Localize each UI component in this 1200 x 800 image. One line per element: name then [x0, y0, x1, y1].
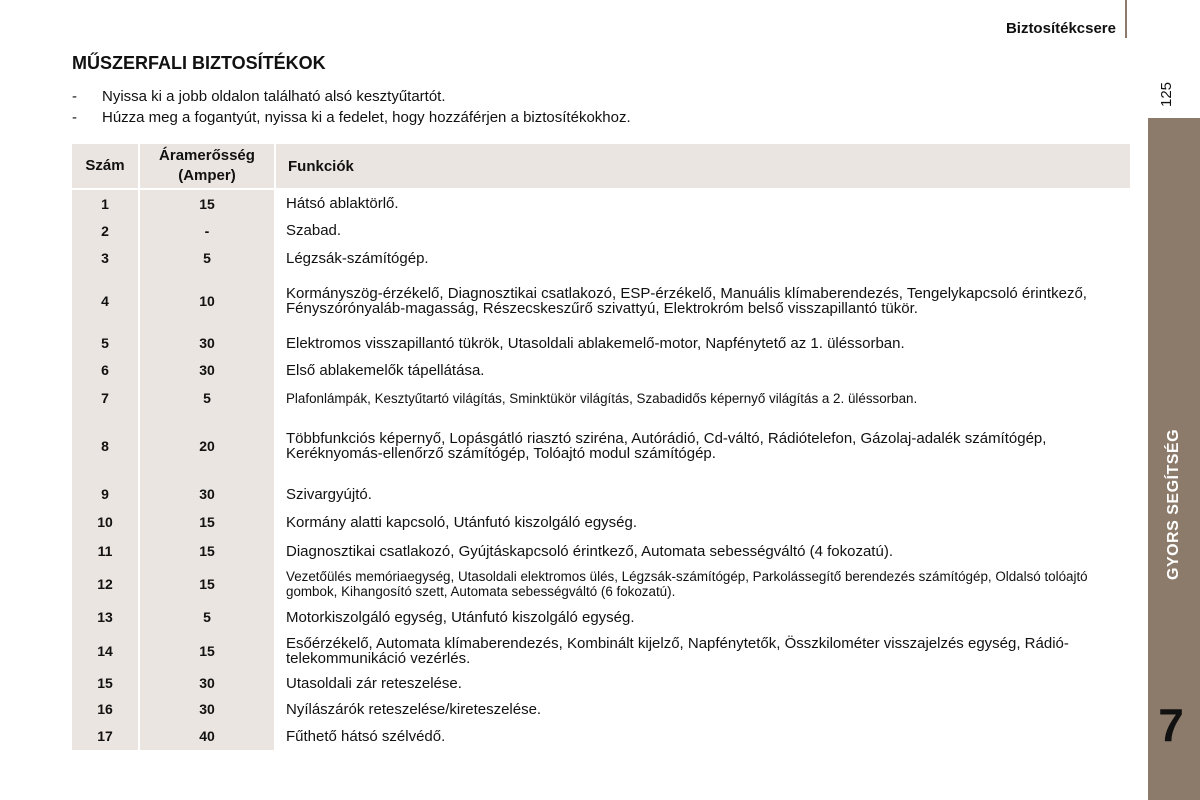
fuse-functions: Fűthető hátsó szélvédő.: [286, 727, 446, 745]
page-number: 125: [1158, 81, 1176, 108]
fuse-number: 7: [72, 384, 138, 412]
table-row: [72, 566, 1130, 602]
fuse-functions: Vezetőülés memóriaegység, Utasoldali elektromos ülés, Légzsák-számítógép, Parkolássegítő berendezés számítógép, Oldalsó tolóajtó gombok, Kihangosító szett, Automata sebességváltó (6 fokozatú).: [286, 569, 1088, 599]
column-header-amperage-line1: Áramerősség: [159, 147, 255, 164]
column-header-number: Szám: [72, 144, 138, 190]
fuse-amperage: 10: [138, 272, 276, 330]
fuse-amperage: 15: [138, 508, 276, 536]
fuse-amperage: -: [138, 217, 276, 244]
table-row: [72, 508, 1130, 536]
instruction-text: Húzza meg a fogantyút, nyissa ki a fedelet, hogy hozzáférjen a biztosítékokhoz.: [102, 109, 631, 126]
fuse-amperage: 5: [138, 602, 276, 632]
column-header-amperage-line2: (Amper): [178, 167, 236, 184]
table-row: [72, 190, 1130, 217]
fuse-functions: Elektromos visszapillantó tükrök, Utasoldali ablakemelő-motor, Napfénytető az 1. üléssorban.: [286, 334, 905, 352]
fuse-amperage: 5: [138, 244, 276, 272]
fuse-number: 14: [72, 632, 138, 670]
fuse-number: 4: [72, 272, 138, 330]
table-row: [72, 412, 1130, 480]
header-divider: [1125, 0, 1127, 38]
fuse-number: 3: [72, 244, 138, 272]
fuse-number: 5: [72, 330, 138, 356]
fuse-number: 9: [72, 480, 138, 508]
bullet-dash: -: [72, 109, 77, 126]
table-body: [72, 190, 1130, 750]
fuse-number: 17: [72, 722, 138, 750]
fuse-functions: Utasoldali zár reteszelése.: [286, 674, 462, 692]
bullet-dash: -: [72, 88, 77, 105]
instruction-text: Nyissa ki a jobb oldalon található alsó kesztyűtartót.: [102, 88, 446, 105]
fuse-number: 16: [72, 696, 138, 722]
header-row: [72, 144, 1130, 190]
table-row: [72, 696, 1130, 722]
fuse-amperage: 20: [138, 412, 276, 480]
fuse-amperage: 5: [138, 384, 276, 412]
table-row: [72, 384, 1130, 412]
fuse-amperage: 30: [138, 356, 276, 384]
fuse-amperage: 30: [138, 480, 276, 508]
table-row: [72, 536, 1130, 566]
instruction-list: [72, 86, 631, 128]
table-header: [72, 144, 1130, 190]
fuse-number: 6: [72, 356, 138, 384]
fuse-amperage: 30: [138, 330, 276, 356]
fuse-amperage: 15: [138, 190, 276, 217]
column-header-functions: Funkciók: [276, 144, 1130, 190]
table-row: [72, 217, 1130, 244]
table-row: [72, 480, 1130, 508]
fuse-table: [72, 144, 1130, 750]
fuse-functions: Diagnosztikai csatlakozó, Gyújtáskapcsoló érintkező, Automata sebességváltó (4 fokozatú).: [286, 542, 893, 560]
instruction-item: [72, 86, 631, 107]
fuse-number: 8: [72, 412, 138, 480]
fuse-functions: Nyílászárók reteszelése/kireteszelése.: [286, 700, 542, 718]
table-row: [72, 356, 1130, 384]
fuse-amperage: 30: [138, 696, 276, 722]
chapter-number: 7: [1158, 699, 1184, 751]
fuse-amperage: 15: [138, 566, 276, 602]
table-row: [72, 244, 1130, 272]
column-header-amperage: [138, 144, 276, 190]
fuse-amperage: 15: [138, 632, 276, 670]
fuse-number: 1: [72, 190, 138, 217]
table-row: [72, 722, 1130, 750]
fuse-functions: Szivargyújtó.: [286, 485, 372, 503]
chapter-tab-label: [1165, 534, 1183, 580]
fuse-functions: Motorkiszolgáló egység, Utánfutó kiszolgáló egység.: [286, 608, 635, 626]
fuse-functions: Kormány alatti kapcsoló, Utánfutó kiszolgáló egység.: [286, 513, 638, 531]
fuse-functions: Esőérzékelő, Automata klímaberendezés, Kombinált kijelző, Napfénytetők, Összkilométer visszajelzés egység, Rádió-telekommunikáció vezérlés.: [286, 635, 1069, 667]
table-row: [72, 670, 1130, 696]
fuse-number: 10: [72, 508, 138, 536]
fuse-functions: Többfunkciós képernyő, Lopásgátló riasztó sziréna, Autórádió, Cd-váltó, Rádiótelefon, Gázolaj-adalék számítógép, Keréknyomás-ellenőrző számítógép, Tolóajtó modul számítógép.: [286, 430, 1047, 462]
fuse-number: 15: [72, 670, 138, 696]
fuse-amperage: 40: [138, 722, 276, 750]
fuse-functions: Hátsó ablaktörlő.: [286, 195, 399, 212]
fuse-functions: Légzsák-számítógép.: [286, 249, 429, 267]
fuse-functions: Szabad.: [286, 222, 342, 239]
fuse-number: 11: [72, 536, 138, 566]
instruction-item: [72, 107, 631, 128]
running-header: Biztosítékcsere: [1005, 20, 1116, 37]
fuse-functions: Első ablakemelők tápellátása.: [286, 361, 485, 379]
table-row: [72, 330, 1130, 356]
fuse-functions: Kormányszög-érzékelő, Diagnosztikai csatlakozó, ESP-érzékelő, Manuális klímaberendezés, Tengelykapcsoló érintkező, Fényszórónyaláb-magasság, Részecskeszűrő szivattyú, Elektrokróm belső visszapillantó tükör.: [286, 285, 1087, 317]
table-row: [72, 602, 1130, 632]
fuse-number: 2: [72, 217, 138, 244]
fuse-functions: Plafonlámpák, Kesztyűtartó világítás, Sminktükör világítás, Szabadidős képernyő világítás a 2. üléssorban.: [286, 390, 918, 406]
table-row: [72, 632, 1130, 670]
fuse-amperage: 30: [138, 670, 276, 696]
fuse-number: 12: [72, 566, 138, 602]
fuse-amperage: 15: [138, 536, 276, 566]
table-row: [72, 272, 1130, 330]
section-title: MŰSZERFALI BIZTOSÍTÉKOK: [72, 53, 326, 73]
fuse-number: 13: [72, 602, 138, 632]
